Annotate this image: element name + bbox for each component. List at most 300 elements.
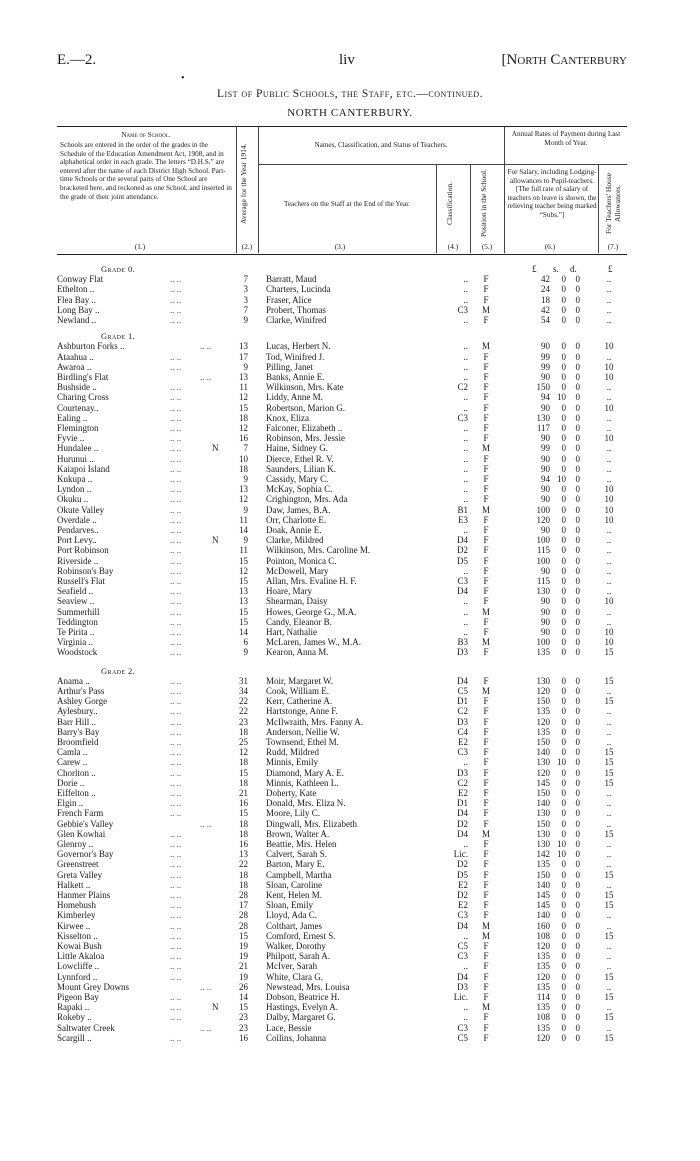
school-name: Woodstock [57, 647, 98, 658]
salary-pounds: 24 [541, 284, 550, 295]
salary-pounds: 135 [536, 859, 550, 870]
salary-pence: 0 [575, 767, 580, 778]
classification: .. [463, 463, 468, 474]
salary-pence: 0 [575, 910, 580, 921]
leader-dots: .. .. [170, 412, 182, 423]
leader-dots: .. .. [170, 565, 182, 576]
classification: .. [463, 284, 468, 295]
classification: .. [463, 453, 468, 464]
salary-shillings: 0 [561, 1012, 566, 1023]
average-attendance: 15 [239, 606, 248, 617]
position: F [483, 910, 489, 921]
house-allowance: .. [606, 606, 612, 617]
salary-pounds: 115 [536, 545, 550, 556]
average-attendance: 12 [239, 565, 248, 576]
leader-dots: .. .. [170, 686, 182, 696]
school-name: Charing Cross [57, 392, 109, 403]
table-row [0, 423, 700, 433]
average-attendance: 17 [239, 900, 248, 911]
classification: D3 [457, 716, 468, 727]
house-allowance: .. [606, 920, 612, 931]
salary-pounds: 150 [536, 788, 550, 798]
house-allowance: .. [606, 839, 612, 849]
position: F [483, 981, 489, 992]
table-row [0, 443, 700, 453]
salary-shillings: 0 [561, 315, 566, 325]
classification: .. [463, 294, 468, 305]
col5-heading: Position in the School. [479, 169, 488, 237]
leader-dots: .. .. [170, 627, 182, 637]
salary-pounds: 120 [536, 941, 550, 951]
classification: .. [463, 627, 468, 637]
salary-shillings: 0 [561, 890, 566, 900]
leader-dots: .. .. [170, 900, 182, 911]
teacher-name: Kerr, Catherine A. [266, 696, 333, 707]
average-attendance: 25 [239, 737, 248, 747]
average-attendance: 18 [239, 879, 248, 890]
salary-pounds: 120 [536, 767, 550, 778]
classification: .. [463, 484, 468, 495]
table-row [0, 849, 700, 859]
average-attendance: 26 [239, 981, 248, 992]
average-attendance: 15 [239, 555, 248, 566]
classification: .. [463, 930, 468, 941]
salary-pounds: 117 [536, 423, 550, 433]
salary-pence: 0 [575, 920, 580, 931]
position: F [483, 616, 489, 627]
house-allowance: 10 [604, 341, 614, 352]
teacher-name: Robertson, Marion G. [266, 402, 345, 413]
school-name: Kukupa .. [57, 474, 93, 484]
salary-pence: 0 [575, 494, 580, 505]
leader-dots: .. .. [170, 616, 182, 627]
school-name: Kirwee .. [57, 920, 91, 931]
salary-shillings: 0 [561, 767, 566, 778]
position: F [483, 798, 489, 809]
salary-pounds: 130 [536, 839, 550, 849]
classification: .. [463, 525, 468, 535]
col-divider [258, 126, 259, 253]
teacher-name: Howes, George G., M.A. [266, 606, 357, 617]
teacher-name: Minnis, Emily [266, 757, 319, 768]
house-allowance: 15 [604, 869, 614, 880]
salary-shillings: 10 [557, 849, 566, 860]
table-row [0, 352, 700, 362]
table-row [0, 637, 700, 647]
table-row [0, 295, 700, 305]
house-allowance: .. [606, 535, 612, 546]
leader-dots: .. .. [170, 576, 182, 586]
salary-pence: 0 [575, 294, 580, 305]
classification: C3 [457, 412, 468, 423]
salary-pence: 0 [575, 818, 580, 829]
teacher-name: McDowell, Mary [266, 565, 329, 576]
salary-pounds: 42 [541, 304, 550, 315]
salary-shillings: 0 [561, 647, 566, 658]
house-allowance: 10 [604, 514, 614, 525]
average-attendance: 15 [239, 402, 248, 413]
average-attendance: 10 [239, 453, 248, 464]
leader-dots: .. .. [170, 1032, 182, 1043]
school-name: Eiffelton .. [57, 788, 96, 798]
school-name: Dorie .. [57, 777, 85, 788]
salary-pounds: 42 [541, 274, 550, 285]
salary-shillings: 0 [561, 484, 566, 495]
salary-pence: 0 [575, 716, 580, 727]
salary-pence: 0 [575, 798, 580, 809]
salary-pence: 0 [575, 535, 580, 546]
salary-pence: 0 [575, 382, 580, 393]
position: F [483, 1022, 489, 1033]
col-number: (7.) [607, 242, 619, 251]
school-name: Lynnford .. [57, 971, 98, 982]
salary-shillings: 0 [561, 808, 566, 819]
salary-shillings: 0 [561, 798, 566, 809]
teacher-name: Wilkinson, Mrs. Caroline M. [266, 545, 371, 556]
average-attendance: 14 [239, 627, 248, 637]
average-attendance: 34 [239, 686, 248, 696]
table-row [0, 596, 700, 606]
salary-pence: 0 [575, 777, 580, 788]
salary-pounds: 100 [536, 504, 550, 515]
teacher-name: White, Clara G. [266, 971, 323, 982]
salary-shillings: 0 [561, 382, 566, 393]
house-allowance: .. [606, 576, 612, 586]
salary-shillings: 0 [561, 463, 566, 474]
table-row [0, 768, 700, 778]
leader-dots: .. .. [170, 284, 182, 295]
salary-pounds: 150 [536, 869, 550, 880]
school-name: Newland .. [57, 315, 97, 325]
salary-shillings: 0 [561, 586, 566, 597]
table-row [0, 1023, 700, 1033]
leader-dots: .. .. [170, 453, 182, 464]
teacher-name: Lace, Bessie [266, 1022, 312, 1033]
salary-pence: 0 [575, 747, 580, 758]
average-attendance: 19 [239, 941, 248, 951]
classification: D3 [457, 767, 468, 778]
col7-heading: For Teachers' House Allowances. [604, 172, 622, 234]
table-row [0, 627, 700, 637]
salary-shillings: 0 [561, 555, 566, 566]
teacher-name: McKay, Sophia C. [266, 484, 333, 495]
average-attendance: 23 [239, 1022, 248, 1033]
house-allowance: .. [606, 586, 612, 597]
col-divider [470, 164, 471, 253]
school-name: Birdling's Flat [57, 372, 109, 382]
salary-pounds: 90 [541, 627, 550, 637]
salary-pounds: 100 [536, 637, 550, 648]
salary-shillings: 0 [561, 716, 566, 727]
salary-pounds: 120 [536, 971, 550, 982]
position: F [483, 274, 489, 285]
house-allowance: 15 [604, 992, 614, 1002]
position: M [481, 341, 490, 352]
average-attendance: 9 [243, 647, 248, 658]
average-attendance: 18 [239, 869, 248, 880]
salary-pounds: 140 [536, 798, 550, 809]
classification: C2 [457, 777, 468, 788]
average-attendance: 13 [239, 341, 248, 352]
teacher-name: Kent, Helen M. [266, 890, 322, 900]
table-row [0, 341, 700, 351]
school-name: Elgin .. [57, 798, 84, 809]
average-attendance: 13 [239, 586, 248, 597]
table-row [0, 382, 700, 392]
school-name: Hundalee .. [57, 443, 99, 454]
average-attendance: 18 [239, 463, 248, 474]
classification: .. [463, 839, 468, 849]
salary-shillings: 0 [561, 514, 566, 525]
leader-dots: .. .. [170, 767, 182, 778]
salary-shillings: 0 [561, 494, 566, 505]
table-row [0, 829, 700, 839]
average-attendance: 19 [239, 951, 248, 962]
average-attendance: 15 [239, 1002, 248, 1013]
table-row [0, 362, 700, 372]
salary-pence: 0 [575, 686, 580, 696]
salary-pence: 0 [575, 412, 580, 423]
salary-shillings: 0 [561, 412, 566, 423]
house-allowance: 15 [604, 675, 614, 686]
classification: C3 [457, 576, 468, 586]
teacher-name: Knox, Eliza [266, 412, 309, 423]
teacher-name: Philpott, Sarah A. [266, 951, 331, 962]
leader-dots: .. .. [170, 351, 182, 362]
position: M [481, 920, 490, 931]
classification: C3 [457, 910, 468, 921]
house-allowance: .. [606, 443, 612, 454]
leader-dots: .. .. [170, 777, 182, 788]
position: F [483, 433, 489, 444]
classification: D4 [457, 971, 468, 982]
school-name: Ashburton Forks .. [57, 341, 125, 352]
leader-dots: .. .. [170, 606, 182, 617]
salary-shillings: 0 [561, 920, 566, 931]
table-row [0, 717, 700, 727]
teacher-name: Newstead, Mrs. Louisa [266, 981, 350, 992]
house-allowance: .. [606, 453, 612, 464]
leader-dots: .. .. [200, 818, 212, 829]
table-row [0, 941, 700, 951]
salary-shillings: 0 [561, 565, 566, 576]
salary-pounds: 130 [536, 412, 550, 423]
leader-dots: .. .. [170, 1002, 182, 1013]
table-row [0, 484, 700, 494]
salary-pence: 0 [575, 992, 580, 1002]
teacher-name: Wilkinson, Mrs. Kate [266, 382, 344, 393]
salary-shillings: 0 [561, 504, 566, 515]
salary-pence: 0 [575, 637, 580, 648]
leader-dots: .. .. [170, 849, 182, 860]
table-row [0, 433, 700, 443]
position: F [483, 474, 489, 484]
table-row [0, 1012, 700, 1022]
classification: D4 [457, 808, 468, 819]
table-row [0, 798, 700, 808]
average-attendance: 15 [239, 808, 248, 819]
salary-shillings: 0 [561, 777, 566, 788]
average-attendance: 28 [239, 910, 248, 921]
salary-pence: 0 [575, 900, 580, 911]
teacher-name: McIlwraith, Mrs. Fanny A. [266, 716, 363, 727]
position: F [483, 545, 489, 556]
salary-pounds: 135 [536, 961, 550, 972]
position: F [483, 382, 489, 393]
leader-dots: .. .. [170, 971, 182, 982]
average-attendance: 7 [243, 443, 248, 454]
classification: .. [463, 474, 468, 484]
teacher-name: Campbell, Martha [266, 869, 332, 880]
salary-pence: 0 [575, 315, 580, 325]
position: M [481, 1002, 490, 1013]
leader-dots: .. .. [170, 494, 182, 505]
salary-shillings: 0 [561, 941, 566, 951]
teacher-name: Moir, Margaret W. [266, 675, 333, 686]
house-allowance: 15 [604, 757, 614, 768]
house-allowance: .. [606, 565, 612, 576]
house-allowance: .. [606, 351, 612, 362]
salary-pence: 0 [575, 504, 580, 515]
salary-pence: 0 [575, 616, 580, 627]
table-row [0, 315, 700, 325]
salary-pounds: 90 [541, 494, 550, 505]
house-allowance: 10 [604, 402, 614, 413]
classification: .. [463, 341, 468, 352]
leader-dots: .. .. [170, 726, 182, 737]
leader-dots: .. .. [170, 545, 182, 556]
school-name: Lyndon .. [57, 484, 92, 495]
position: F [483, 484, 489, 495]
salary-pence: 0 [575, 737, 580, 747]
position: F [483, 555, 489, 566]
salary-pounds: 140 [536, 910, 550, 921]
grade-heading: Grade 2. [101, 665, 136, 676]
position: F [483, 818, 489, 829]
position: M [481, 504, 490, 515]
salary-pounds: 90 [541, 525, 550, 535]
average-attendance: 16 [239, 433, 248, 444]
salary-pounds: 135 [536, 1002, 550, 1013]
district-heading: [North Canterbury [501, 52, 627, 68]
col2-heading: Average for the Year 1914. [239, 143, 248, 225]
position: F [483, 453, 489, 464]
salary-shillings: 0 [561, 341, 566, 352]
col6-heading: For Salary, including Lodging-allowances to Pupil-teachers. [The full rate of salary of teachers on leave is shown, the relieving teacher being marked “Subs.”] [507, 168, 597, 219]
position: F [483, 565, 489, 576]
unit-pence: d. [570, 264, 577, 274]
salary-shillings: 0 [561, 606, 566, 617]
col-divider [436, 164, 437, 253]
table-row [0, 890, 700, 900]
col-number: (6.) [544, 242, 556, 251]
teacher-name: Candy, Eleanor B. [266, 616, 332, 627]
teacher-name: Pointon, Monica C. [266, 555, 337, 566]
classification: .. [463, 361, 468, 372]
classification: D1 [457, 696, 468, 707]
house-allowance: 15 [604, 890, 614, 900]
classification: E2 [458, 737, 468, 747]
school-name: Lowcliffe .. [57, 961, 100, 972]
salary-pence: 0 [575, 372, 580, 382]
salary-shillings: 0 [561, 596, 566, 607]
salary-shillings: 0 [561, 910, 566, 921]
salary-pence: 0 [575, 647, 580, 658]
classification: D2 [457, 890, 468, 900]
average-attendance: 13 [239, 596, 248, 607]
leader-dots: .. .. [170, 859, 182, 870]
table-row [0, 515, 700, 525]
house-allowance: .. [606, 879, 612, 890]
teacher-name: Saunders, Lilian K. [266, 463, 336, 474]
house-allowance: 10 [604, 484, 614, 495]
house-allowance: 15 [604, 828, 614, 839]
salary-shillings: 0 [561, 1022, 566, 1033]
salary-pence: 0 [575, 971, 580, 982]
salary-shillings: 0 [561, 637, 566, 648]
teacher-name: Diamond, Mary A. E. [266, 767, 344, 778]
unit-pounds: £ [532, 264, 537, 274]
native-mark: N [212, 535, 219, 546]
school-name: Barr Hill .. [57, 716, 96, 727]
classification: .. [463, 565, 468, 576]
table-row [0, 788, 700, 798]
house-allowance: 15 [604, 1032, 614, 1043]
salary-pence: 0 [575, 392, 580, 403]
average-attendance: 3 [243, 284, 248, 295]
salary-pence: 0 [575, 1032, 580, 1043]
house-allowance: .. [606, 525, 612, 535]
salary-pence: 0 [575, 890, 580, 900]
average-attendance: 23 [239, 1012, 248, 1023]
teacher-name: McLaren, James W., M.A. [266, 637, 361, 648]
salary-pounds: 120 [536, 716, 550, 727]
teacher-name: Rudd, Mildred [266, 747, 319, 758]
col-divider [598, 164, 599, 253]
leader-dots: .. .. [170, 788, 182, 798]
classification: .. [463, 372, 468, 382]
salary-pounds: 145 [536, 777, 550, 788]
salary-pence: 0 [575, 525, 580, 535]
classification: C3 [457, 747, 468, 758]
position: F [483, 294, 489, 305]
classification: .. [463, 315, 468, 325]
salary-pence: 0 [575, 565, 580, 576]
leader-dots: .. .. [170, 737, 182, 747]
position: F [483, 839, 489, 849]
house-allowance: .. [606, 737, 612, 747]
table-row [0, 972, 700, 982]
classification: .. [463, 392, 468, 403]
position: F [483, 596, 489, 607]
report-code: E.—2. [57, 52, 97, 68]
position: F [483, 849, 489, 860]
classification: C2 [457, 706, 468, 717]
leader-dots: .. .. [170, 294, 182, 305]
position: F [483, 494, 489, 505]
salary-pounds: 130 [536, 586, 550, 597]
teacher-name: Donald, Mrs. Eliza N. [266, 798, 346, 809]
salary-pounds: 90 [541, 565, 550, 576]
salary-pence: 0 [575, 341, 580, 352]
school-name: Overdale .. [57, 514, 97, 525]
teacher-name: Lloyd, Ada C. [266, 910, 317, 921]
salary-shillings: 0 [561, 981, 566, 992]
house-allowance: 10 [604, 361, 614, 372]
teacher-name: Comford, Ernest S. [266, 930, 336, 941]
salary-shillings: 0 [561, 737, 566, 747]
salary-pounds: 135 [536, 706, 550, 717]
